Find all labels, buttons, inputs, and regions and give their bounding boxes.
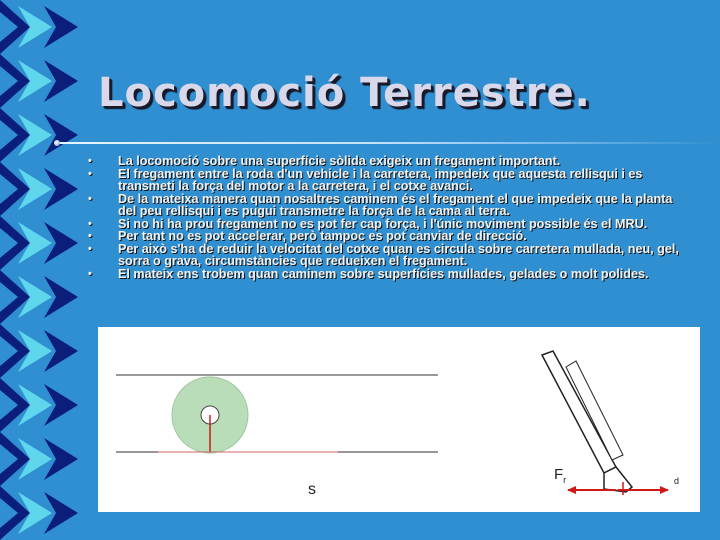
zigzag-dark-band bbox=[0, 324, 30, 378]
bullet-text: La locomoció sobre una superfície sòlida exigeix un fregament important. bbox=[118, 154, 561, 168]
bullet-item bbox=[88, 193, 688, 218]
bullet-item bbox=[88, 268, 688, 281]
wheel-diagram bbox=[116, 375, 438, 498]
bullet-dot: • bbox=[88, 242, 92, 255]
bullet-dot: • bbox=[88, 155, 92, 167]
bullet-list bbox=[88, 155, 688, 280]
zigzag-dark-band bbox=[0, 216, 30, 270]
zigzag-dark-band bbox=[0, 486, 30, 540]
zigzag-dark-band bbox=[0, 54, 30, 108]
bullet-text: El fregament entre la roda d'un vehicle i la carretera, impedeix que aquesta rellisqui i es transmeti la força del motor a la carretera, i el cotxe avanci. bbox=[118, 166, 643, 193]
title-ornament-dot bbox=[54, 140, 60, 146]
slide-title: Locomoció Terrestre. bbox=[98, 70, 591, 116]
zigzag-dark-band bbox=[0, 0, 30, 54]
friction-force-label: $F_r$ bbox=[554, 466, 567, 485]
bullet-text: Si no hi ha prou fregament no es pot fer cap força, i l'únic moviment possible és el MRU. bbox=[118, 216, 648, 231]
bullet-text: Per això s'ha de reduir la velocitat del cotxe quan es circula sobre carretera mullada, neu, gel, sorra o grava, circumstàncies que redueixen el fregament. bbox=[118, 241, 679, 268]
foot bbox=[604, 467, 632, 492]
direction-label: d bbox=[674, 476, 680, 486]
zigzag-dark-band bbox=[0, 162, 30, 216]
zigzag-dark-band bbox=[0, 378, 30, 432]
bullet-dot: • bbox=[88, 167, 92, 180]
bullet-dot: • bbox=[88, 267, 92, 280]
zigzag-border bbox=[0, 0, 92, 540]
bullet-text: De la mateixa manera quan nosaltres caminem és el fregament el que impedeix que la planta del peu rellisqui i es pugui transmetre la força de la cama al terra. bbox=[118, 191, 673, 218]
bullet-text: Per tant no es pot accelerar, però tampoc es pot canviar de direcció. bbox=[118, 229, 527, 243]
distance-label: s bbox=[308, 481, 316, 498]
bullet-dot: • bbox=[88, 230, 92, 242]
zigzag-dark-band bbox=[0, 108, 30, 162]
bullet-dot: • bbox=[88, 217, 92, 230]
zigzag-dark-band bbox=[0, 270, 30, 324]
bullet-dot: • bbox=[88, 192, 92, 205]
bullet-text: El mateix ens trobem quan caminem sobre superfícies mullades, gelades o molt polides. bbox=[118, 266, 649, 281]
title-underline bbox=[52, 140, 720, 146]
friction-figure bbox=[98, 327, 700, 512]
leg-diagram bbox=[542, 351, 679, 495]
bullet-item bbox=[88, 168, 688, 193]
bullet-item bbox=[88, 243, 688, 268]
friction-diagram bbox=[98, 327, 700, 512]
zigzag-dark-band bbox=[0, 432, 30, 486]
